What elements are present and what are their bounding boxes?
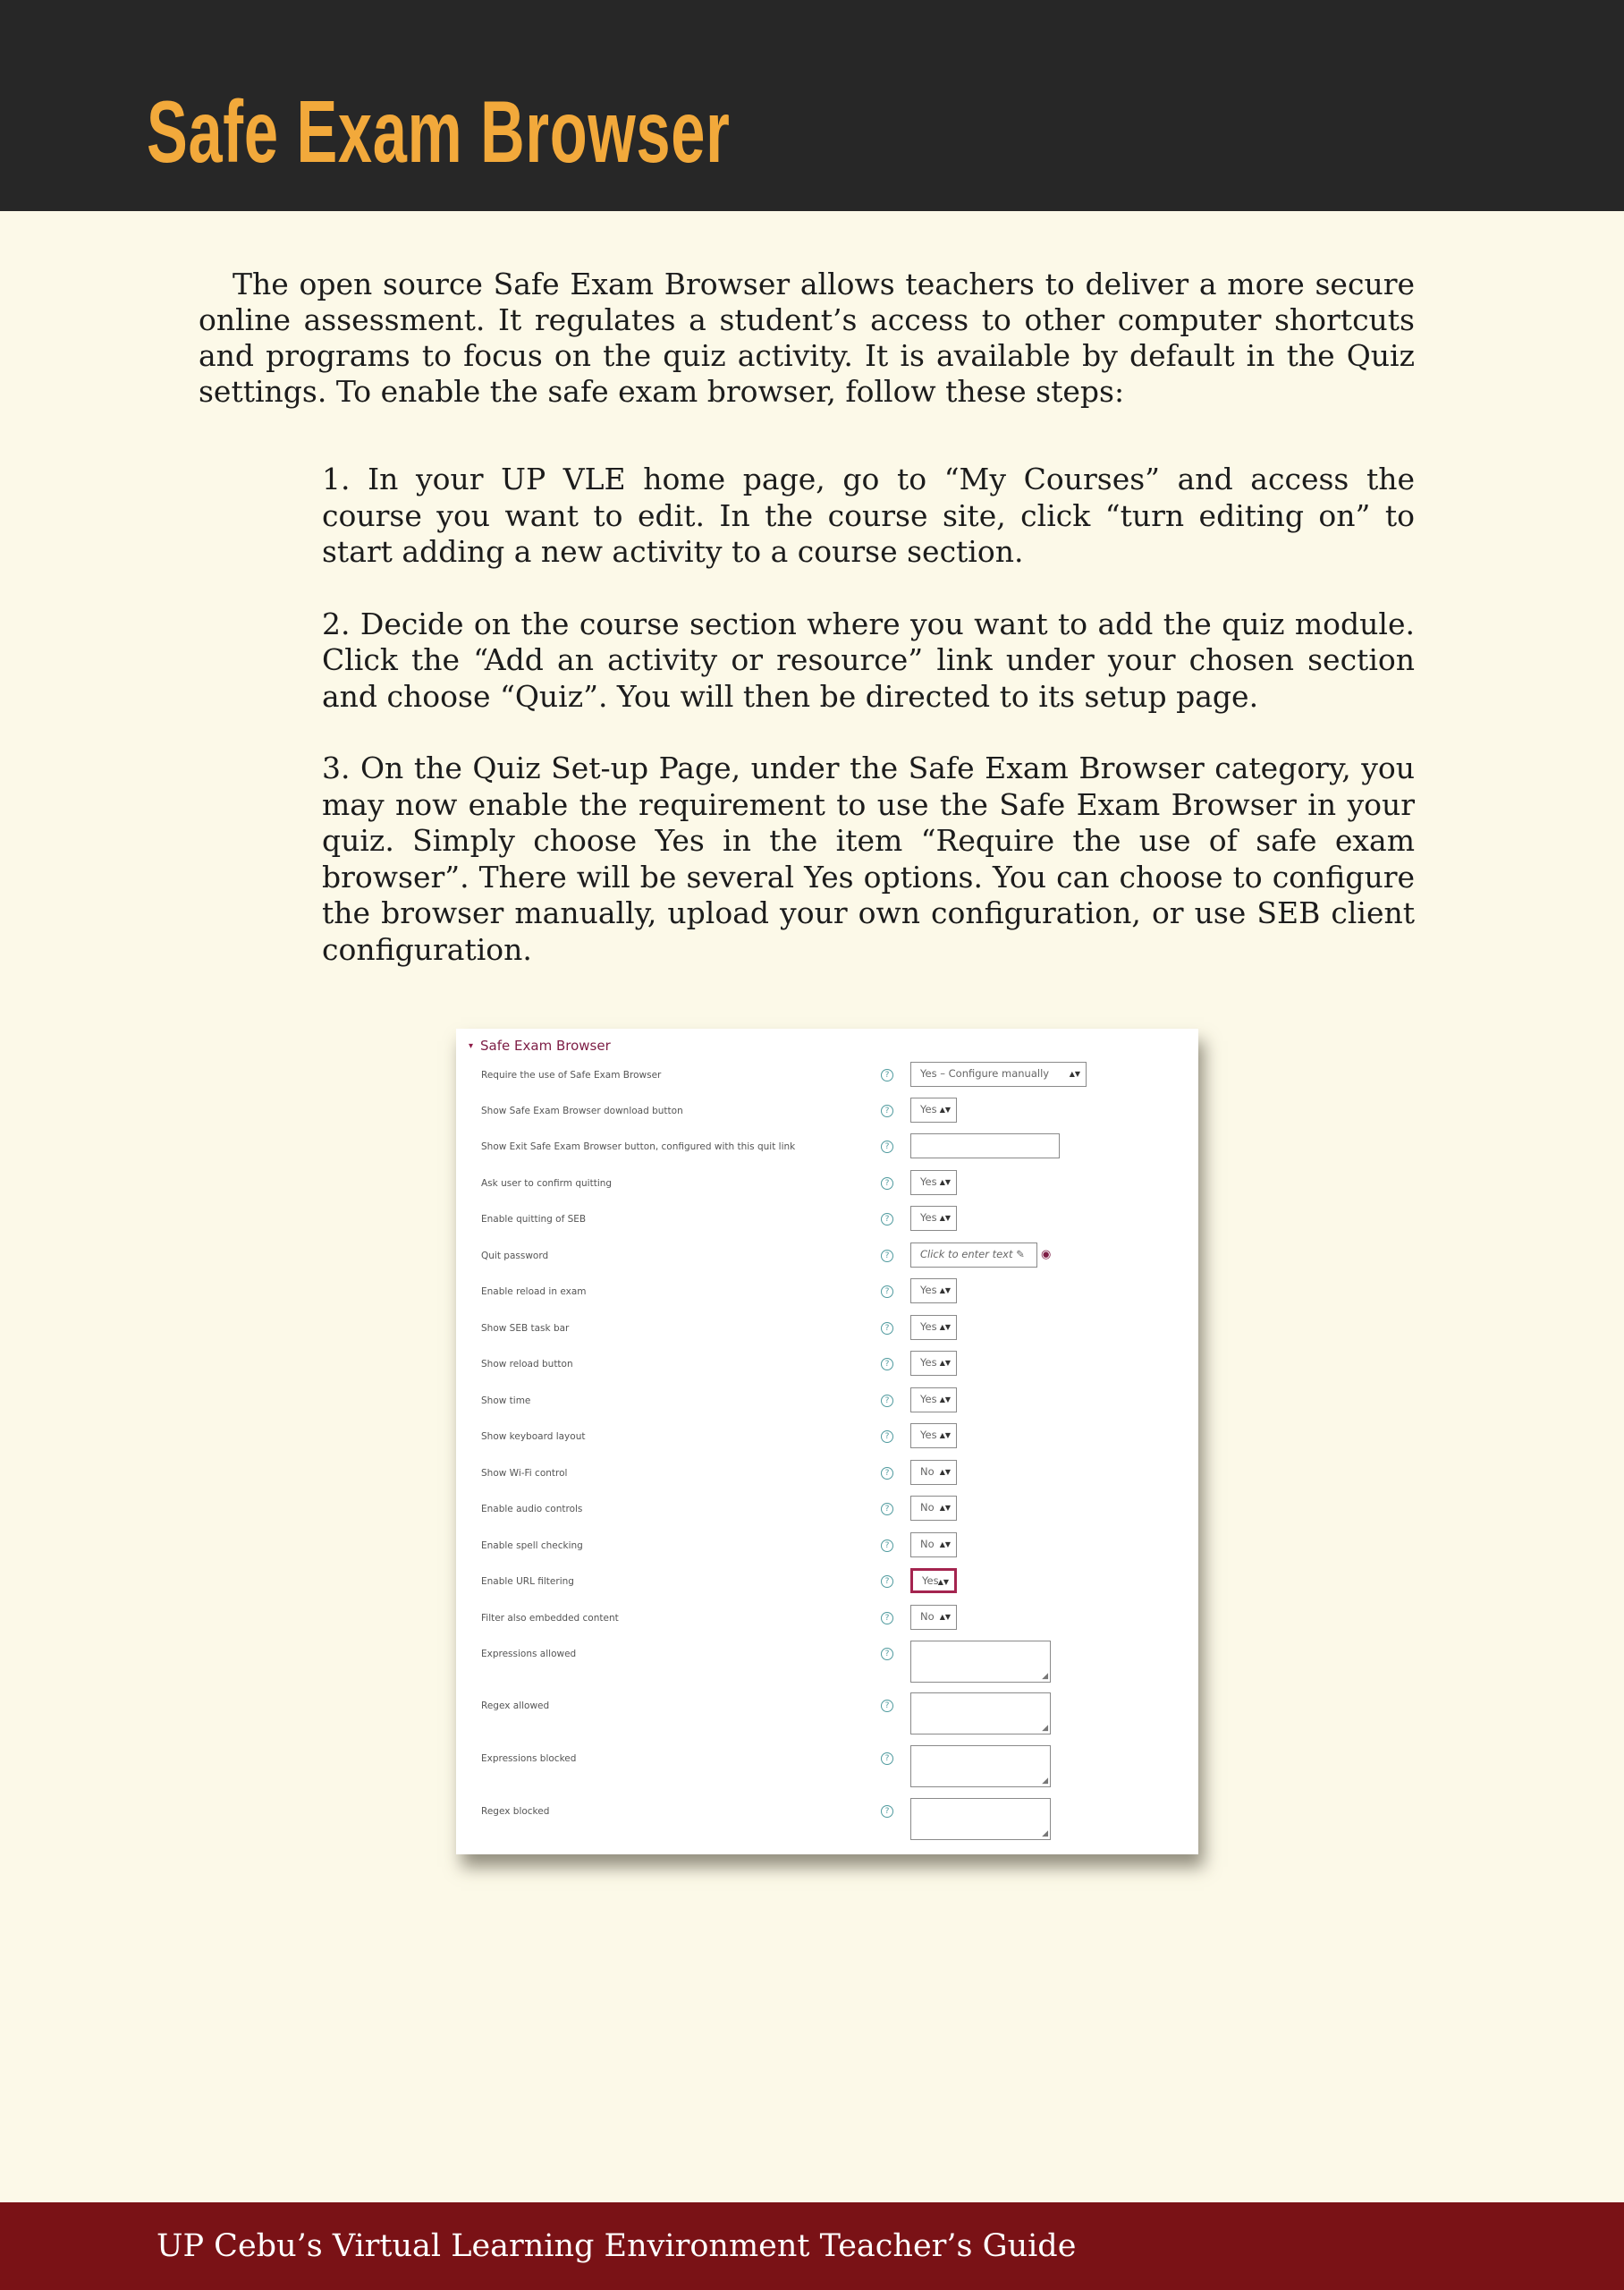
setting-label: Enable quitting of SEB [481, 1214, 587, 1225]
setting-label: Expressions allowed [481, 1649, 577, 1659]
expressions-blocked-textarea[interactable] [910, 1745, 1051, 1787]
select-arrow-icon: ▲▼ [1069, 1070, 1080, 1078]
setting-label: Enable URL filtering [481, 1576, 574, 1587]
show-time-select[interactable]: Yes ▲▼ [910, 1387, 957, 1412]
setting-label: Enable reload in exam [481, 1286, 587, 1297]
keyboard-layout-select[interactable]: Yes ▲▼ [910, 1423, 957, 1448]
quit-link-input[interactable] [910, 1133, 1060, 1158]
question-circle-icon[interactable]: ? [881, 1105, 893, 1117]
setting-row-url-filtering [456, 1568, 1198, 1604]
setting-label: Regex blocked [481, 1806, 550, 1817]
question-circle-icon[interactable]: ? [881, 1700, 893, 1712]
setting-row-expressions-allowed [456, 1641, 1198, 1681]
question-circle-icon[interactable]: ? [881, 1141, 893, 1153]
select-arrow-icon: ▲▼ [939, 1504, 951, 1512]
resize-grip-icon[interactable]: ◢ [1042, 1777, 1048, 1785]
intro-paragraph: The open source Safe Exam Browser allows teachers to deliver a more secure online assessment. It regulates a student’s access to other computer shortcuts and programs to focus on the quiz activity. It is available by default in the Quiz settings. To enable the safe exam browser, follow these steps: [199, 267, 1415, 409]
select-arrow-icon: ▲▼ [939, 1323, 951, 1331]
step-1: 1. In your UP VLE home page, go to “My Courses” and access the course you want to edit. In the course site, click “turn editing on” to start adding a new activity to a course section. [322, 462, 1415, 569]
audio-controls-select[interactable]: No ▲▼ [910, 1496, 957, 1521]
wifi-control-select[interactable]: No ▲▼ [910, 1460, 957, 1485]
step-3: 3. On the Quiz Set-up Page, under the Safe Exam Browser category, you may now enable the requirement to use the Safe Exam Browser in your quiz. Simply choose Yes in the item “Require the use of safe exam browser”. There will be several Yes options. You can choose to configure the browser manually, upload your own configuration, or use SEB client configuration. [322, 751, 1415, 967]
setting-label: Show Exit Safe Exam Browser button, configured with this quit link [481, 1141, 796, 1152]
setting-row-task-bar [456, 1315, 1198, 1351]
regex-blocked-textarea[interactable] [910, 1798, 1051, 1840]
spell-checking-select[interactable]: No ▲▼ [910, 1532, 957, 1557]
question-circle-icon[interactable]: ? [881, 1285, 893, 1298]
question-circle-icon[interactable]: ? [881, 1358, 893, 1370]
setting-row-embedded-content [456, 1605, 1198, 1641]
header-bar [0, 0, 1624, 211]
footer-text: UP Cebu’s Virtual Learning Environment Teacher’s Guide [156, 2228, 1077, 2264]
setting-row-reload-exam [456, 1278, 1198, 1314]
question-circle-icon[interactable]: ? [881, 1752, 893, 1765]
footer-bar [0, 2202, 1624, 2290]
resize-grip-icon[interactable]: ◢ [1042, 1829, 1048, 1838]
question-circle-icon[interactable]: ? [881, 1648, 893, 1660]
question-circle-icon[interactable]: ? [881, 1430, 893, 1443]
select-arrow-icon: ▲▼ [937, 1578, 949, 1586]
expressions-allowed-textarea[interactable] [910, 1641, 1051, 1683]
question-circle-icon[interactable]: ? [881, 1467, 893, 1480]
setting-row-expressions-blocked [456, 1745, 1198, 1785]
setting-row-keyboard-layout [456, 1423, 1198, 1459]
setting-label: Show reload button [481, 1359, 573, 1370]
setting-label: Show Wi-Fi control [481, 1468, 568, 1479]
pencil-icon: ✎ [1016, 1248, 1025, 1260]
confirm-quit-select[interactable]: Yes ▲▼ [910, 1170, 957, 1195]
setting-row-show-time [456, 1387, 1198, 1423]
regex-allowed-textarea[interactable] [910, 1692, 1051, 1734]
section-header[interactable] [469, 1036, 611, 1056]
question-circle-icon[interactable]: ? [881, 1322, 893, 1335]
setting-label: Show keyboard layout [481, 1431, 586, 1442]
task-bar-select[interactable]: Yes ▲▼ [910, 1315, 957, 1340]
setting-label: Enable audio controls [481, 1504, 583, 1514]
setting-row-confirm-quit [456, 1170, 1198, 1206]
select-arrow-icon: ▲▼ [939, 1359, 951, 1367]
section-title: Safe Exam Browser [480, 1038, 611, 1054]
setting-label: Show time [481, 1395, 531, 1406]
question-circle-icon[interactable]: ? [881, 1177, 893, 1190]
resize-grip-icon[interactable]: ◢ [1042, 1724, 1048, 1733]
question-circle-icon[interactable]: ? [881, 1213, 893, 1226]
page-title: Safe Exam Browser [147, 82, 731, 181]
url-filtering-select[interactable]: Yes ▲▼ [910, 1568, 957, 1593]
embedded-content-select[interactable]: No ▲▼ [910, 1605, 957, 1630]
setting-label: Require the use of Safe Exam Browser [481, 1070, 662, 1081]
setting-label: Show Safe Exam Browser download button [481, 1106, 683, 1116]
setting-row-regex-allowed [456, 1692, 1198, 1733]
select-arrow-icon: ▲▼ [939, 1468, 951, 1476]
setting-label: Expressions blocked [481, 1753, 577, 1764]
question-circle-icon[interactable]: ? [881, 1250, 893, 1262]
steps-list [322, 462, 1415, 1004]
chevron-down-icon[interactable]: ▾ [469, 1040, 474, 1051]
setting-label: Quit password [481, 1251, 549, 1261]
select-arrow-icon: ▲▼ [939, 1286, 951, 1294]
setting-row-quit-password [456, 1243, 1198, 1278]
setting-row-spell-checking [456, 1532, 1198, 1568]
question-circle-icon[interactable]: ? [881, 1069, 893, 1081]
select-arrow-icon: ▲▼ [939, 1395, 951, 1404]
setting-label: Regex allowed [481, 1701, 550, 1711]
download-button-select[interactable]: Yes ▲▼ [910, 1098, 957, 1123]
question-circle-icon[interactable]: ? [881, 1503, 893, 1515]
setting-row-require-seb [456, 1062, 1198, 1098]
select-arrow-icon: ▲▼ [939, 1106, 951, 1114]
setting-row-wifi-control [456, 1460, 1198, 1496]
setting-label: Filter also embedded content [481, 1613, 619, 1624]
setting-label: Show SEB task bar [481, 1323, 570, 1334]
setting-row-enable-quit [456, 1206, 1198, 1242]
question-circle-icon[interactable]: ? [881, 1575, 893, 1588]
enable-quit-select[interactable]: Yes ▲▼ [910, 1206, 957, 1231]
question-circle-icon[interactable]: ? [881, 1395, 893, 1407]
question-circle-icon[interactable]: ? [881, 1805, 893, 1818]
select-arrow-icon: ▲▼ [939, 1540, 951, 1548]
select-arrow-icon: ▲▼ [939, 1178, 951, 1186]
eye-icon[interactable]: ◉ [1041, 1248, 1052, 1261]
step-2: 2. Decide on the course section where you want to add the quiz module. Click the “Add an activity or resource” link under your chosen section and choose “Quiz”. You will then be directed to its setup page. [322, 606, 1415, 714]
setting-row-quit-link [456, 1133, 1198, 1169]
setting-row-audio-controls [456, 1496, 1198, 1531]
setting-label: Enable spell checking [481, 1540, 583, 1551]
select-arrow-icon: ▲▼ [939, 1613, 951, 1621]
seb-settings-screenshot [456, 1029, 1198, 1854]
question-circle-icon[interactable]: ? [881, 1612, 893, 1624]
setting-label: Ask user to confirm quitting [481, 1178, 613, 1189]
select-arrow-icon: ▲▼ [939, 1431, 951, 1439]
quit-password-input[interactable]: Click to enter text ✎ [910, 1243, 1037, 1268]
reload-exam-select[interactable]: Yes ▲▼ [910, 1278, 957, 1303]
reload-button-select[interactable]: Yes ▲▼ [910, 1351, 957, 1376]
setting-row-regex-blocked [456, 1798, 1198, 1838]
setting-row-reload-button [456, 1351, 1198, 1387]
question-circle-icon[interactable]: ? [881, 1539, 893, 1552]
setting-row-download-button [456, 1098, 1198, 1133]
resize-grip-icon[interactable]: ◢ [1042, 1672, 1048, 1681]
select-arrow-icon: ▲▼ [939, 1214, 951, 1222]
require-seb-select[interactable]: Yes – Configure manually ▲▼ [910, 1062, 1087, 1087]
